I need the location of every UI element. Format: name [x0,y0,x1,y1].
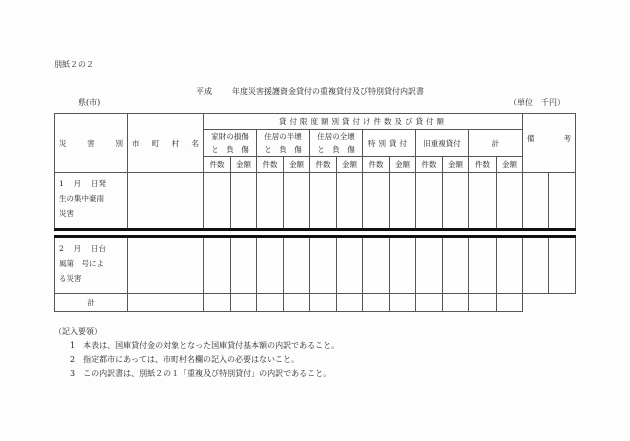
amount-cell[interactable] [497,294,523,312]
title-era: 平成 [196,87,212,96]
municipality-cell[interactable] [128,173,204,230]
table-row [55,237,576,294]
amount-cell[interactable] [390,294,416,312]
remarks-cell[interactable] [549,173,576,230]
remarks-cell[interactable] [523,237,549,294]
remarks-cell[interactable] [549,237,576,294]
count-cell[interactable] [416,294,443,312]
amount-cell[interactable] [284,237,310,294]
amount-cell[interactable] [390,173,416,230]
amount-cell[interactable] [284,173,310,230]
count-cell[interactable] [416,237,443,294]
table-row [55,173,576,230]
count-cell[interactable] [204,237,231,294]
count-header: 件数 [204,157,231,173]
amount-cell[interactable] [497,173,523,230]
subgroup-fully-destroyed: 住居の全壊 と 負 傷 [310,130,363,157]
count-header: 件数 [257,157,284,173]
amount-cell[interactable] [497,237,523,294]
disaster-cell[interactable]: 2 月 日台 風第 号によ る災害 [55,237,128,294]
count-cell[interactable] [257,237,284,294]
count-cell[interactable] [204,294,231,312]
total-label: 計 [55,294,128,312]
instructions [54,325,339,381]
title-text: 年度災害援護資金貸付の重複貸付及び特別貸付内訳書 [232,87,424,96]
count-cell[interactable] [204,173,231,230]
breakdown-table [54,113,576,312]
subgroup-half-destroyed: 住居の半壊 と 負 傷 [257,130,310,157]
amount-cell[interactable] [443,237,469,294]
subgroup-household: 家財の損傷 と 負 傷 [204,130,257,157]
amount-header: 金額 [231,157,257,173]
count-header: 件数 [363,157,390,173]
count-cell[interactable] [469,294,497,312]
amount-cell[interactable] [443,173,469,230]
amount-header: 金額 [443,157,469,173]
amount-cell[interactable] [231,237,257,294]
amount-cell[interactable] [231,173,257,230]
count-header: 件数 [469,157,497,173]
prefecture-label: 県(市) [78,98,101,107]
row-separator [55,230,576,237]
subgroup-special-loan: 特別貸付 [363,130,416,157]
unit-label: （単位 千円） [509,98,565,107]
municipality-cell[interactable] [128,294,204,312]
instructions-heading: （記入要領） [54,327,102,336]
amount-cell[interactable] [337,173,363,230]
municipality-cell[interactable] [128,237,204,294]
count-cell[interactable] [363,173,390,230]
count-cell[interactable] [310,173,337,230]
count-cell[interactable] [257,294,284,312]
amount-cell[interactable] [443,294,469,312]
document-title [196,86,424,97]
instruction-item: 1 本表は、国庫貸付金の対象となった国庫貸付基本額の内訳であること。 [70,341,340,350]
count-cell[interactable] [469,173,497,230]
subgroup-total: 計 [469,130,523,157]
subgroup-old-duplicate: 旧重複貸付 [416,130,469,157]
count-cell[interactable] [416,173,443,230]
header-loan-group: 貸付限度額別貸付け件数及び貸付額 [204,114,523,130]
count-cell[interactable] [363,237,390,294]
total-row [55,294,576,312]
amount-cell[interactable] [284,294,310,312]
amount-cell[interactable] [390,237,416,294]
empty-cell [523,294,576,312]
amount-cell[interactable] [337,237,363,294]
form-id: 別紙２の２ [54,60,94,69]
count-cell[interactable] [469,237,497,294]
amount-header: 金額 [390,157,416,173]
amount-header: 金額 [284,157,310,173]
disaster-cell[interactable]: 1 月 日発 生の集中豪雨 災害 [55,173,128,230]
amount-cell[interactable] [231,294,257,312]
instruction-item: 3 この内訳書は、別紙２の１「重複及び特別貸付」の内訳であること。 [70,369,332,378]
count-cell[interactable] [310,237,337,294]
count-cell[interactable] [257,173,284,230]
amount-cell[interactable] [337,294,363,312]
header-disaster: 災 害 別 [55,114,128,173]
header-remarks: 備 考 [523,114,576,173]
amount-header: 金額 [497,157,523,173]
remarks-cell[interactable] [523,173,549,230]
count-cell[interactable] [310,294,337,312]
header-municipality: 市 町 村 名 [128,114,204,173]
instruction-item: 2 指定都市にあっては、市町村名欄の記入の必要はないこと。 [70,355,300,364]
count-header: 件数 [416,157,443,173]
count-cell[interactable] [363,294,390,312]
amount-header: 金額 [337,157,363,173]
count-header: 件数 [310,157,337,173]
